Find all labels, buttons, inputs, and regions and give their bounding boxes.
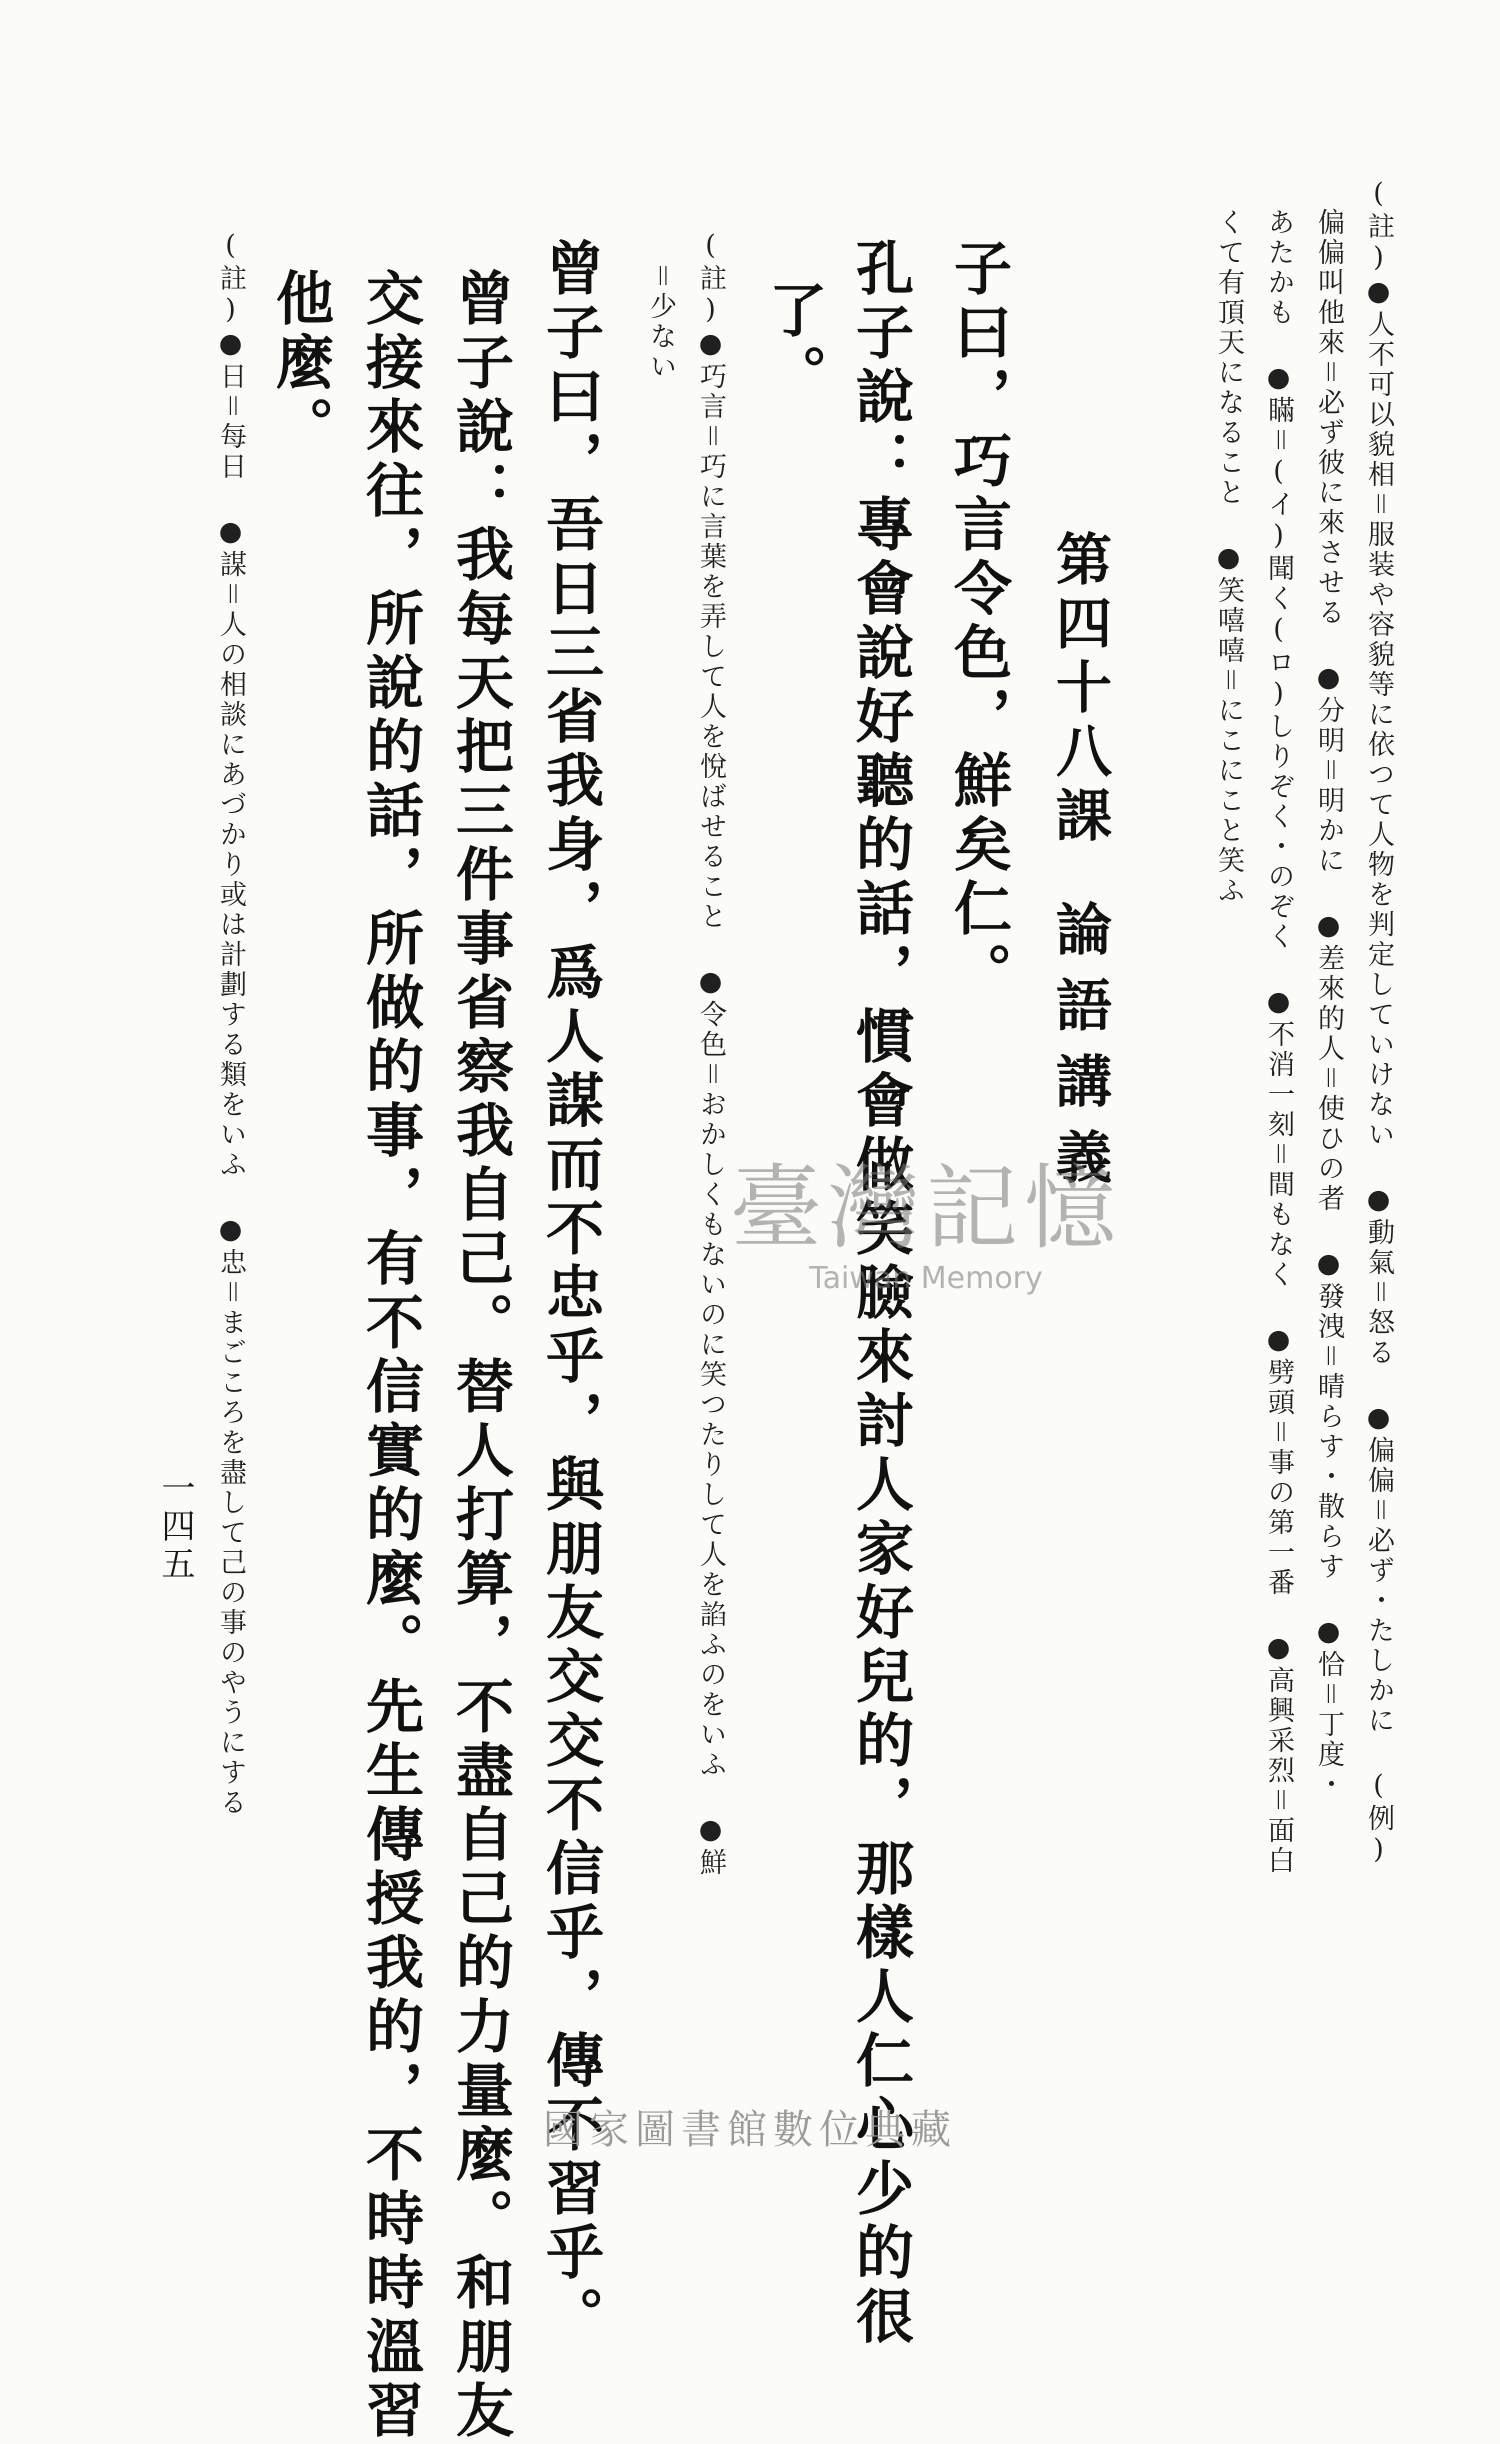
watermark-chinese: 臺灣記憶 [730,1155,1123,1262]
note-column-3: あたかも ●瞞＝(イ)聞く(ロ)しりぞく・のぞく ●不消一刻＝間もなく ●劈頭＝事の第一番 ●高興采烈＝面白 [1263,208,1294,1876]
passage2-translation-line1: 曾子說：我每天把三件事省察我自己。替人打算，不盡自己的力量麼。和朋友 [446,268,514,2444]
passage1-original: 子曰，巧言令色，鮮矣仁。 [944,238,1012,1006]
note-mid-2: ＝少ない [645,262,676,382]
page-number: 一四五 [155,1470,195,1584]
watermark-logo [730,1135,1122,1296]
lesson-title: 第四十八課 [1047,530,1113,850]
passage1-translation-line2: 了。 [759,280,827,408]
footer-collection-label: 國家圖書館數位典藏 [543,2107,957,2153]
note-column-2: 偏偏叫他來＝必ず彼に來させる ●分明＝明かに ●差來的人＝使ひの者 ●發洩＝晴らす・散らす ●恰＝丁度・ [1313,208,1344,1800]
passage2-original: 曾子曰，吾日三省我身，爲人謀而不忠乎，與朋友交交不信乎，傳不習乎。 [536,238,604,2350]
passage1-translation-line1: 孔子說：專會說好聽的話，慣會做笑臉來討人家好兒的，那樣人仁心少的很 [846,238,914,2350]
note-column-1: (註)●人不可以貌相＝服装や容貌等に依つて人物を判定していけない ●動氣＝怒る ●偏偏＝必ず・たしかに (例) [1363,178,1394,1868]
note-bottom-1: (註)●日＝每日 ●謀＝人の相談にあづかり或は計劃する類をいふ ●忠＝まごころを盡して己の事のやうにする [215,230,246,1818]
passage2-translation-line3: 他麼。 [266,268,334,460]
note-mid-1: (註)●巧言＝巧に言葉を弄して人を悅ばせること ●令色＝おかしくもないのに笑つたりして人を諂ふのをいふ ●鮮 [695,230,726,1878]
watermark-english: Taiwan Memory [809,1261,1043,1296]
passage2-translation-line2: 交接來往，所說的話，所做的事，有不信實的麼。先生傳授我的，不時時溫習 [356,268,424,2444]
lesson-subtitle: 論語講義 [1047,900,1113,1204]
note-column-4: くて有頂天になること ●笑嘻嘻＝にこにこと笑ふ [1213,208,1244,906]
